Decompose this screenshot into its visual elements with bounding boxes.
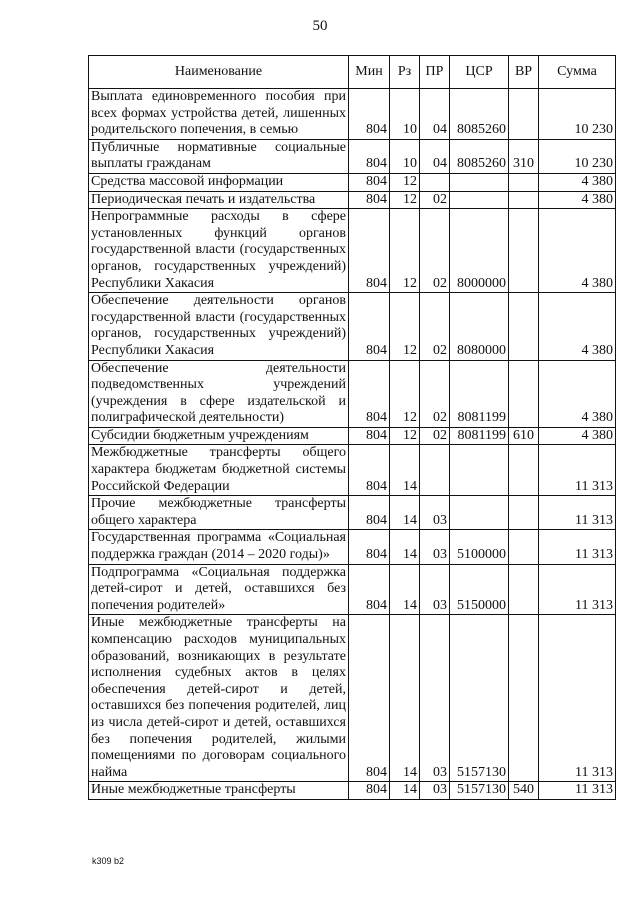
cell-name: Обеспечение деятельности органов государственной власти (государственных органов, государственных учреждений) Республики Хакасия <box>89 293 349 360</box>
cell-rz: 14 <box>390 445 420 496</box>
cell-sum: 4 380 <box>539 360 616 427</box>
cell-name: Подпрограмма «Социальная поддержка детей-сирот и детей, оставшихся без попечения родителей» <box>89 564 349 615</box>
cell-csr: 8080000 <box>450 293 509 360</box>
cell-sum: 4 380 <box>539 191 616 209</box>
table-row <box>89 427 616 445</box>
cell-csr: 5100000 <box>450 530 509 564</box>
footer-code: k309 b2 <box>92 856 125 866</box>
cell-name: Выплата единовременного пособия при всех формах устройства детей, лишенных родительского попечения, в семью <box>89 89 349 140</box>
cell-pr <box>420 445 450 496</box>
cell-sum: 11 313 <box>539 530 616 564</box>
cell-name: Прочие межбюджетные трансферты общего характера <box>89 496 349 530</box>
cell-rz: 12 <box>390 293 420 360</box>
cell-min: 804 <box>349 173 390 191</box>
cell-sum: 11 313 <box>539 782 616 800</box>
cell-min: 804 <box>349 209 390 293</box>
header-csr: ЦСР <box>450 56 509 89</box>
page-number: 50 <box>312 18 328 34</box>
table-row <box>89 360 616 427</box>
cell-csr: 8081199 <box>450 427 509 445</box>
cell-csr: 8085260 <box>450 139 509 173</box>
cell-rz: 12 <box>390 191 420 209</box>
cell-name: Государственная программа «Социальная поддержка граждан (2014 – 2020 годы)» <box>89 530 349 564</box>
cell-name: Иные межбюджетные трансферты <box>89 782 349 800</box>
table-body <box>89 89 616 800</box>
cell-pr: 03 <box>420 782 450 800</box>
cell-vr <box>509 293 539 360</box>
cell-pr: 03 <box>420 496 450 530</box>
cell-vr: 310 <box>509 139 539 173</box>
header-pr: ПР <box>420 56 450 89</box>
cell-min: 804 <box>349 445 390 496</box>
header-min: Мин <box>349 56 390 89</box>
cell-min: 804 <box>349 139 390 173</box>
cell-vr <box>509 191 539 209</box>
cell-sum: 11 313 <box>539 615 616 782</box>
cell-vr <box>509 89 539 140</box>
cell-name: Периодическая печать и издательства <box>89 191 349 209</box>
table-row <box>89 782 616 800</box>
cell-rz: 14 <box>390 496 420 530</box>
table-row <box>89 564 616 615</box>
cell-pr: 02 <box>420 191 450 209</box>
cell-rz: 14 <box>390 615 420 782</box>
cell-vr <box>509 209 539 293</box>
cell-rz: 14 <box>390 564 420 615</box>
cell-rz: 12 <box>390 427 420 445</box>
table-row <box>89 209 616 293</box>
table-row <box>89 191 616 209</box>
cell-sum: 4 380 <box>539 209 616 293</box>
cell-pr: 02 <box>420 209 450 293</box>
cell-sum: 4 380 <box>539 293 616 360</box>
cell-name: Субсидии бюджетным учреждениям <box>89 427 349 445</box>
cell-csr: 8085260 <box>450 89 509 140</box>
cell-vr: 540 <box>509 782 539 800</box>
cell-vr <box>509 360 539 427</box>
cell-csr: 8081199 <box>450 360 509 427</box>
cell-min: 804 <box>349 782 390 800</box>
cell-min: 804 <box>349 191 390 209</box>
table-row <box>89 89 616 140</box>
cell-name: Непрограммные расходы в сфере установленных функций органов государственной власти (государственных органов, государственных учреждений) Республики Хакасия <box>89 209 349 293</box>
header-rz: Рз <box>390 56 420 89</box>
cell-rz: 14 <box>390 530 420 564</box>
cell-csr: 5150000 <box>450 564 509 615</box>
cell-min: 804 <box>349 360 390 427</box>
header-name: Наименование <box>89 56 349 89</box>
cell-vr: 610 <box>509 427 539 445</box>
cell-csr: 5157130 <box>450 615 509 782</box>
cell-min: 804 <box>349 564 390 615</box>
cell-pr <box>420 173 450 191</box>
cell-pr: 03 <box>420 530 450 564</box>
cell-sum: 11 313 <box>539 445 616 496</box>
cell-min: 804 <box>349 293 390 360</box>
cell-csr <box>450 173 509 191</box>
cell-sum: 11 313 <box>539 496 616 530</box>
cell-csr <box>450 191 509 209</box>
table-row <box>89 173 616 191</box>
cell-pr: 03 <box>420 615 450 782</box>
cell-name: Публичные нормативные социальные выплаты гражданам <box>89 139 349 173</box>
table-row <box>89 530 616 564</box>
cell-vr <box>509 173 539 191</box>
table-row <box>89 445 616 496</box>
cell-min: 804 <box>349 427 390 445</box>
cell-vr <box>509 496 539 530</box>
cell-sum: 11 313 <box>539 564 616 615</box>
cell-rz: 12 <box>390 360 420 427</box>
cell-pr: 03 <box>420 564 450 615</box>
table-row <box>89 496 616 530</box>
cell-sum: 4 380 <box>539 173 616 191</box>
cell-vr <box>509 564 539 615</box>
budget-table <box>88 55 616 800</box>
cell-rz: 12 <box>390 209 420 293</box>
cell-csr <box>450 445 509 496</box>
cell-rz: 12 <box>390 173 420 191</box>
cell-sum: 10 230 <box>539 139 616 173</box>
cell-rz: 10 <box>390 139 420 173</box>
cell-csr: 8000000 <box>450 209 509 293</box>
cell-name: Средства массовой информации <box>89 173 349 191</box>
cell-sum: 4 380 <box>539 427 616 445</box>
cell-pr: 04 <box>420 139 450 173</box>
cell-csr <box>450 496 509 530</box>
cell-pr: 02 <box>420 360 450 427</box>
cell-vr <box>509 615 539 782</box>
cell-min: 804 <box>349 615 390 782</box>
cell-min: 804 <box>349 530 390 564</box>
table-row <box>89 615 616 782</box>
cell-pr: 02 <box>420 427 450 445</box>
cell-min: 804 <box>349 496 390 530</box>
cell-name: Обеспечение деятельности подведомственных учреждений (учреждения в сфере издательской и полиграфической деятельности) <box>89 360 349 427</box>
cell-pr: 02 <box>420 293 450 360</box>
table-row <box>89 139 616 173</box>
cell-vr <box>509 445 539 496</box>
cell-rz: 10 <box>390 89 420 140</box>
table-row <box>89 293 616 360</box>
cell-vr <box>509 530 539 564</box>
cell-pr: 04 <box>420 89 450 140</box>
cell-min: 804 <box>349 89 390 140</box>
cell-rz: 14 <box>390 782 420 800</box>
header-sum: Сумма <box>539 56 616 89</box>
table-header-row <box>89 56 616 89</box>
cell-sum: 10 230 <box>539 89 616 140</box>
header-vr: ВР <box>509 56 539 89</box>
cell-csr: 5157130 <box>450 782 509 800</box>
cell-name: Межбюджетные трансферты общего характера бюджетам бюджетной системы Российской Федерации <box>89 445 349 496</box>
cell-name: Иные межбюджетные трансферты на компенсацию расходов муниципальных образований, возникающих в результате исполнения судебных актов в целях обеспечения детей-сирот и детей, оставшихся без попечения родителей, лиц из числа детей-сирот и детей, оставшихся без попечения родителей, жилыми помещениями по договорам социального найма <box>89 615 349 782</box>
